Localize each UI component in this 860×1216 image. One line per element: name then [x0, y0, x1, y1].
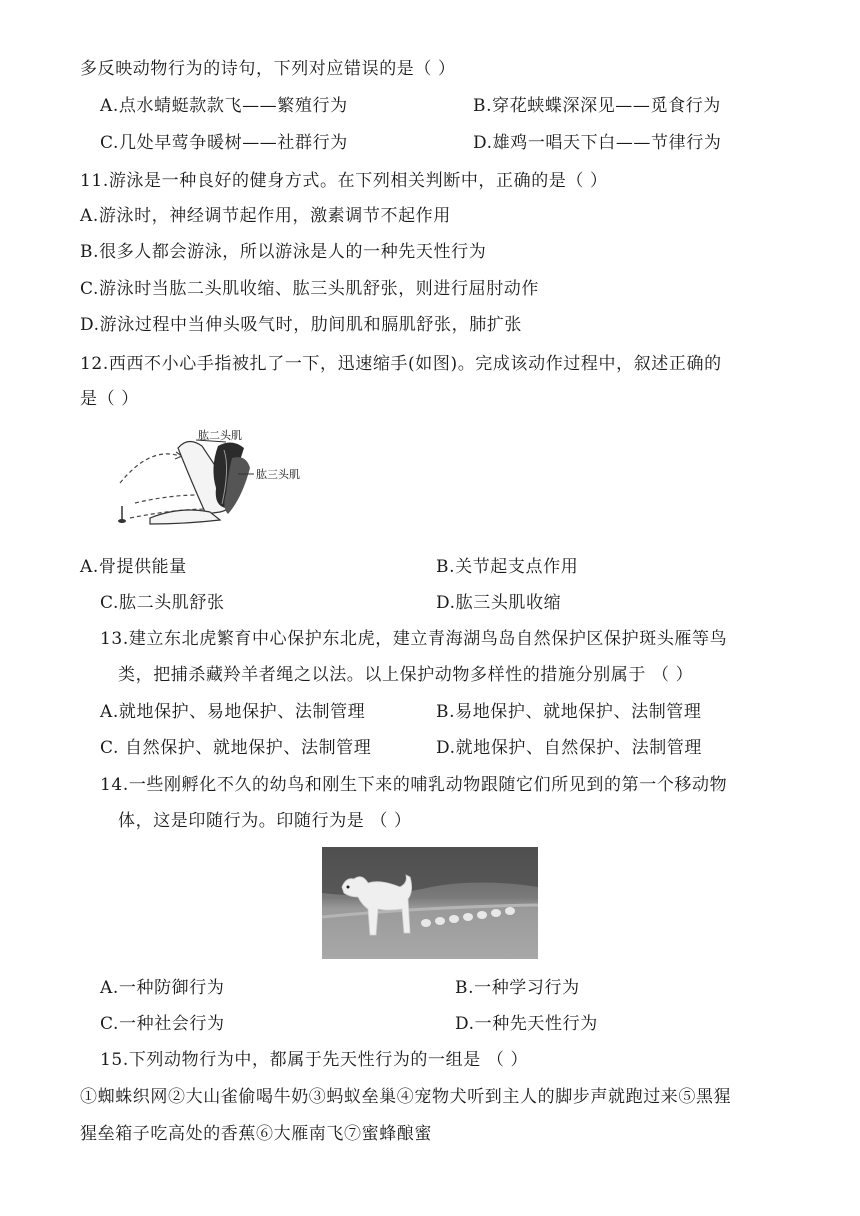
q12-stem-line2: 是（ ） — [80, 389, 139, 409]
q13-option-b: B.易地保护、就地保护、法制管理 — [436, 702, 702, 722]
q15-items-line2: 猩垒箱子吃高处的香蕉⑥大雁南飞⑦蜜蜂酿蜜 — [80, 1124, 432, 1144]
q12-option-c: C.肱二头肌舒张 — [100, 593, 225, 613]
q10-option-c: C.几处早莺争暖树——社群行为 — [100, 133, 348, 153]
q14-option-d: D.一种先天性行为 — [455, 1014, 598, 1034]
q14-option-a: A.一种防御行为 — [100, 978, 225, 998]
q13-option-a: A.就地保护、易地保护、法制管理 — [100, 702, 366, 722]
q13-stem-line1: 13.建立东北虎繁育中心保护东北虎，建立青海湖鸟岛自然保护区保护斑头雁等鸟 — [100, 629, 728, 649]
q10-option-d: D.雄鸡一唱天下白——节律行为 — [473, 133, 722, 153]
arm-muscle-figure — [110, 428, 325, 528]
q10-option-a: A.点水蜻蜓款款飞——繁殖行为 — [100, 96, 348, 116]
q11-option-b: B.很多人都会游泳，所以游泳是人的一种先天性行为 — [80, 242, 487, 262]
q13-stem-line2: 类，把捕杀藏羚羊者绳之以法。以上保护动物多样性的措施分别属于 （ ） — [118, 665, 694, 685]
triceps-label: 肱三头肌 — [256, 468, 300, 481]
q15-items-line1: ①蜘蛛织网②大山雀偷喝牛奶③蚂蚁垒巢④宠物犬听到主人的脚步声就跑过来⑤黑猩 — [80, 1087, 732, 1107]
q11-option-c: C.游泳时当肱二头肌收缩、肱三头肌舒张，则进行屈肘动作 — [80, 279, 540, 299]
q15-stem: 15.下列动物行为中，都属于先天性行为的一组是 （ ） — [100, 1050, 529, 1070]
q10-option-b: B.穿花蛱蝶深深见——觅食行为 — [473, 96, 721, 116]
q13-option-d: D.就地保护、自然保护、法制管理 — [436, 738, 703, 758]
q13-option-c: C. 自然保护、就地保护、法制管理 — [100, 738, 372, 758]
q14-option-c: C.一种社会行为 — [100, 1014, 225, 1034]
biceps-label: 肱二头肌 — [198, 429, 242, 442]
q14-stem-line1: 14.一些刚孵化不久的幼鸟和刚生下来的哺乳动物跟随它们所见到的第一个移动物 — [100, 775, 728, 795]
q11-stem: 11.游泳是一种良好的健身方式。在下列相关判断中，正确的是（ ） — [80, 171, 608, 191]
q12-option-d: D.肱三头肌收缩 — [436, 593, 562, 613]
q14-stem-line2: 体，这是印随行为。印随行为是 （ ） — [118, 811, 412, 831]
q14-option-b: B.一种学习行为 — [455, 978, 580, 998]
q11-option-d: D.游泳过程中当伸头吸气时，肋间肌和膈肌舒张，肺扩张 — [80, 315, 523, 335]
q10-stem: 多反映动物行为的诗句，下列对应错误的是（ ） — [80, 59, 456, 79]
q12-option-b: B.关节起支点作用 — [436, 557, 579, 577]
dog-and-ducklings-photo — [322, 847, 538, 959]
q11-option-a: A.游泳时，神经调节起作用，激素调节不起作用 — [80, 206, 451, 226]
q12-option-a: A.骨提供能量 — [80, 557, 187, 577]
q12-stem-line1: 12.西西不小心手指被扎了一下，迅速缩手(如图)。完成该动作过程中，叙述正确的 — [80, 354, 722, 374]
